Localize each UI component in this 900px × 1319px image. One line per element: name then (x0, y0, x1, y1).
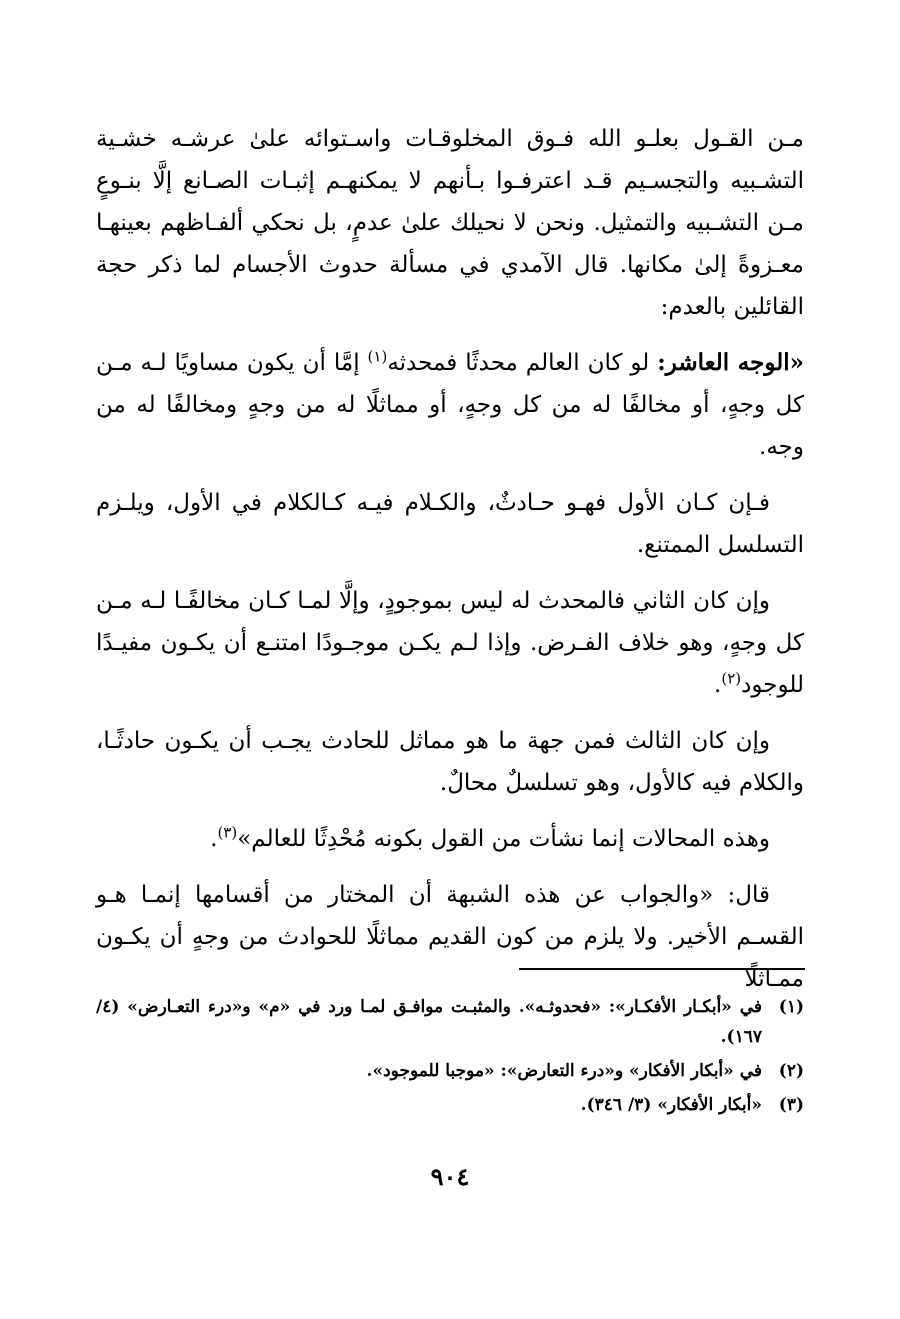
paragraph-4-tail: . (714, 672, 722, 698)
footnote-1-number: (١) (778, 997, 804, 1017)
page-number: ٩٠٤ (430, 1162, 470, 1191)
footnote-divider (519, 968, 805, 970)
paragraph-1 (96, 118, 804, 328)
main-text (96, 118, 804, 1014)
paragraph-2 (96, 342, 804, 468)
footnote-ref-2[interactable]: (٢) (721, 669, 742, 688)
footnotes (96, 992, 804, 1124)
paragraph-2-lead: «الوجه العاشر: (657, 349, 805, 376)
footnote-1-text: في «أبكـار الأفكـار»: «فحدوثـه». والمثبـت موافـق لمـا ورد في «م» و«درء التعـارض» (٤/ ١٦٧). (96, 997, 762, 1047)
footnote-2 (96, 1056, 804, 1086)
paragraph-6 (96, 818, 804, 860)
footnote-2-number: (٢) (778, 1061, 804, 1081)
paragraph-3 (96, 482, 804, 566)
footnote-3-text: «أبكار الأفكار» (٣/ ٣٤٦). (580, 1095, 762, 1115)
paragraph-5-text: وإن كان الثالث فمن جهة ما هو مماثل للحادث يجـب أن يكـون حادثًـا، والكلام فيه كالأول، وهو تسلسلٌ محالٌ. (96, 728, 804, 796)
paragraph-2-text: لو كان العالم محدثًا فمحدثه (387, 350, 658, 376)
paragraph-6-tail: . (210, 826, 218, 852)
paragraph-6-text: وهذه المحالات إنما نشأت من القول بكونه مُحْدِثًا للعالم» (237, 826, 770, 852)
footnote-2-text: في «أبكار الأفكار» و«درء التعارض»: «موجبا للموجود». (366, 1061, 762, 1081)
footnote-1 (96, 992, 804, 1052)
paragraph-7 (96, 874, 804, 1000)
footnote-ref-1[interactable]: (١) (367, 347, 388, 366)
paragraph-1-text: مـن القـول بعلـو الله فـوق المخلوقـات واسـتوائه علىٰ عرشـه خشـية التشـبيه والتجسـيم قـد اعترفـوا بـأنهم لا يمكنهـم إثبـات الصـانع إلَّا بنـوعٍ مـن التشـبيه والتمثيل. ونحن لا نحيلك علىٰ عدمٍ، بل نحكي ألفـاظهم بعينهـا معـزوةً إلىٰ مكانها. قال الآمدي في مسألة حدوث الأجسام لما ذكر حجة القائلين بالعدم: (96, 126, 804, 320)
paragraph-4 (96, 580, 804, 706)
footnote-3-number: (٣) (778, 1095, 804, 1115)
paragraph-4-text: وإن كان الثاني فالمحدث له ليس بموجودٍ، وإلَّا لمـا كـان مخالفًـا لـه مـن كل وجهٍ، وهو خلاف الفـرض. وإذا لـم يكـن موجـودًا امتنـع أن يكـون مفيـدًا للوجود (96, 588, 804, 698)
footnote-ref-3[interactable]: (٣) (217, 823, 238, 842)
paragraph-3-text: فـإن كـان الأول فهـو حـادثٌ، والكـلام فيـه كـالكلام في الأول، ويلـزم التسلسل الممتنع. (96, 490, 804, 558)
paragraph-5 (96, 720, 804, 804)
paragraph-7-text: قال: «والجواب عن هذه الشبهة أن المختار من أقسامها إنمـا هـو القسـم الأخير. ولا يلزم من كون القديم مماثلًا للحوادث من وجهٍ أن يكـون ممـاثلًا (96, 882, 804, 992)
footnote-3 (96, 1090, 804, 1120)
paragraph-2-tail: إمَّا أن يكون مساويًا لـه مـن كل وجهٍ، أو مخالفًا له من كل وجهٍ، أو مماثلًا له من وجهٍ ومخالفًا له من وجه. (96, 350, 804, 460)
